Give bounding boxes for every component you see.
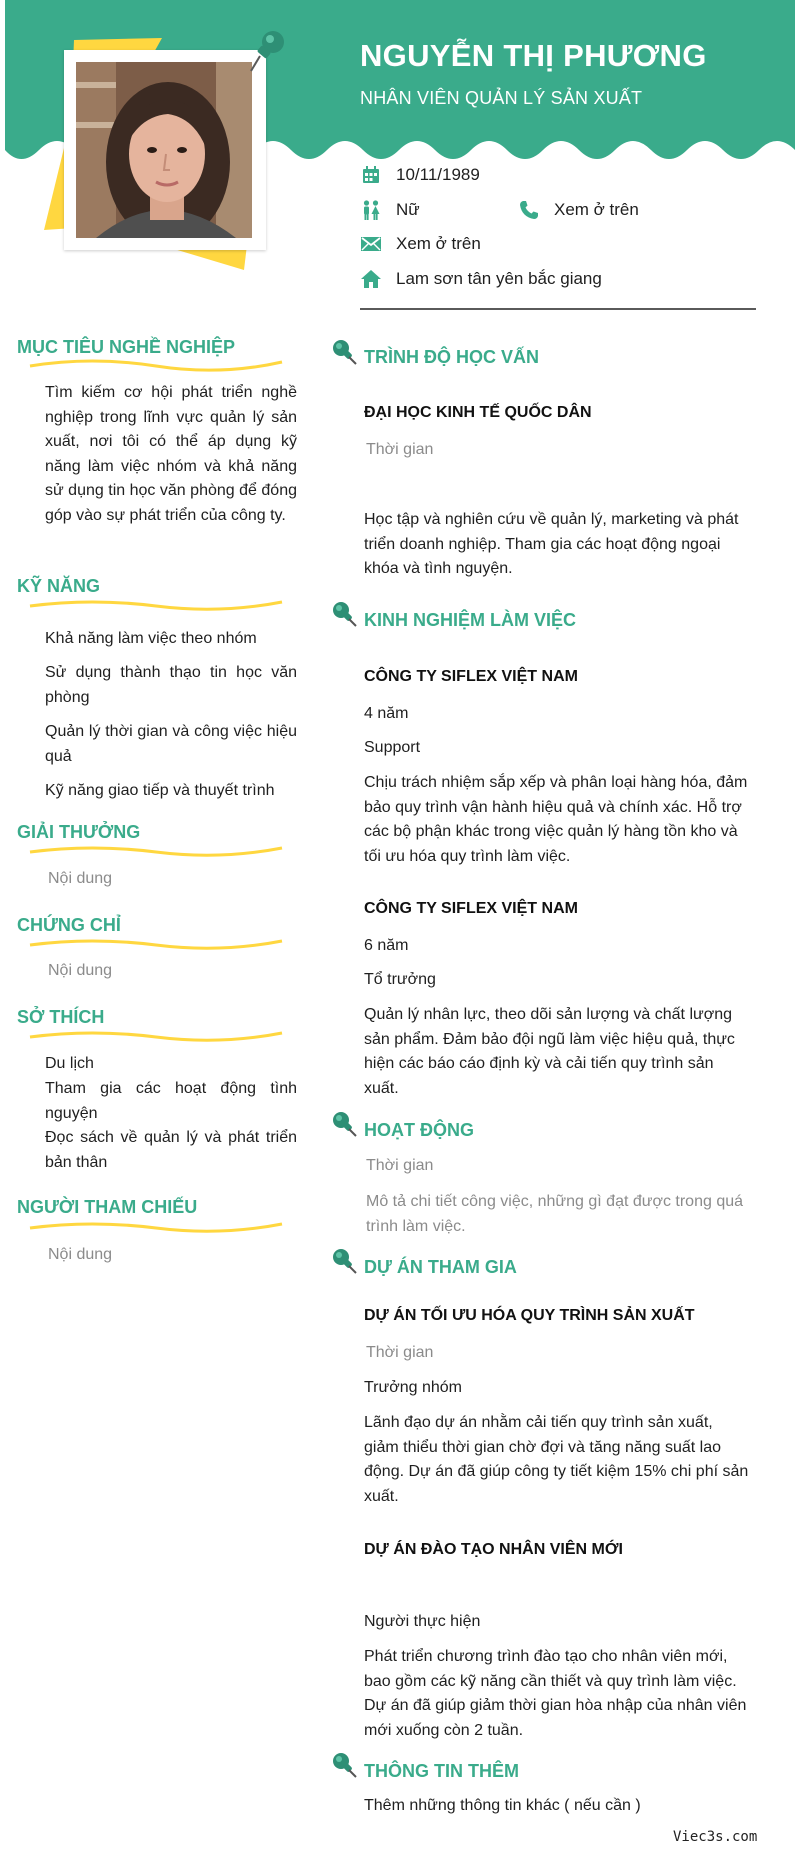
pushpin-icon	[330, 338, 358, 371]
home-icon	[360, 269, 382, 289]
references-heading: NGƯỜI THAM CHIẾU	[17, 1197, 198, 1217]
phone-value: Xem ở trên	[554, 200, 639, 219]
skill-item: Khả năng làm việc theo nhóm	[45, 630, 257, 647]
hobby-item: Đọc sách về quản lý và phát triển bản thân	[45, 1129, 297, 1171]
project-name: DỰ ÁN TỐI ƯU HÓA QUY TRÌNH SẢN XUẤT	[364, 1307, 695, 1324]
contact-birthday	[360, 165, 480, 185]
education-school: ĐẠI HỌC KINH TẾ QUỐC DÂN	[364, 404, 592, 421]
objective-heading: MỤC TIÊU NGHỀ NGHIỆP	[17, 337, 236, 357]
job-position: Tổ trưởng	[364, 971, 436, 988]
profile-photo	[76, 62, 252, 238]
extra-info-heading: THÔNG TIN THÊM	[364, 1761, 519, 1781]
skills-heading: KỸ NĂNG	[17, 576, 101, 596]
project-description: Phát triển chương trình đào tạo cho nhân viên mới, bao gồm các kỹ năng cần thiết và quy trình làm việc. Dự án đã giúp giảm thời gian hòa nhập của nhân viên mới xuống còn 2 tuần.	[364, 1648, 747, 1740]
certificates-placeholder: Nội dung	[48, 962, 113, 979]
phone-icon	[518, 200, 540, 220]
job-duration: 6 năm	[364, 937, 409, 954]
heading-wave-underline	[28, 1218, 284, 1238]
pushpin-icon	[330, 1110, 358, 1143]
calendar-icon	[360, 165, 382, 185]
pushpin-icon	[330, 1751, 358, 1784]
skill-item: Quản lý thời gian và công việc hiệu quả	[45, 723, 297, 765]
objective-text: Tìm kiếm cơ hội phát triển nghề nghiệp trong lĩnh vực quản lý sản xuất, nơi tôi có thể áp dụng kỹ năng làm việc nhóm và khả năng sử dụng tin học văn phòng để đóng góp vào sự phát triển của công ty.	[45, 384, 297, 524]
awards-placeholder: Nội dung	[48, 870, 113, 887]
hobby-item: Du lịch	[45, 1055, 94, 1072]
job-duration: 4 năm	[364, 705, 409, 722]
project-time: Thời gian	[366, 1344, 434, 1361]
contact-phone	[518, 200, 639, 220]
email-icon	[360, 234, 382, 254]
heading-wave-underline	[28, 935, 284, 955]
job-company: CÔNG TY SIFLEX VIỆT NAM	[364, 900, 578, 917]
project-name: DỰ ÁN ĐÀO TẠO NHÂN VIÊN MỚI	[364, 1541, 623, 1558]
hobby-item: Tham gia các hoạt động tình nguyện	[45, 1080, 297, 1122]
email-value: Xem ở trên	[396, 234, 481, 253]
candidate-name: NGUYỄN THỊ PHƯƠNG	[360, 38, 707, 73]
job-company: CÔNG TY SIFLEX VIỆT NAM	[364, 668, 578, 685]
education-description: Học tập và nghiên cứu về quản lý, marketing và phát triển doanh nghiệp. Tham gia các hoạt động ngoại khóa và tình nguyện.	[364, 511, 739, 578]
experience-heading: KINH NGHIỆM LÀM VIỆC	[364, 610, 577, 630]
project-role: Trưởng nhóm	[364, 1379, 462, 1396]
education-heading: TRÌNH ĐỘ HỌC VẤN	[364, 347, 539, 367]
job-description: Chịu trách nhiệm sắp xếp và phân loại hàng hóa, đảm bảo quy trình vận hành hiệu quả và chính xác. Hỗ trợ các bộ phận khác trong việc quản lý hàng tồn kho và tối ưu hóa quy trình làm việc.	[364, 774, 748, 866]
hobbies-heading: SỞ THÍCH	[17, 1007, 105, 1027]
contact-gender	[360, 200, 420, 220]
references-placeholder: Nội dung	[48, 1246, 113, 1263]
job-description: Quản lý nhân lực, theo dõi sản lượng và chất lượng sản phẩm. Đảm bảo đội ngũ làm việc hiệu quả, thực hiện các báo cáo định kỳ và cải tiến quy trình sản xuất.	[364, 1006, 735, 1098]
project-role: Người thực hiện	[364, 1613, 481, 1630]
address-value: Lam sơn tân yên bắc giang	[396, 269, 602, 288]
heading-wave-underline	[28, 354, 284, 374]
activities-heading: HOẠT ĐỘNG	[364, 1120, 474, 1140]
certificates-heading: CHỨNG CHỈ	[17, 915, 121, 935]
birthday-value: 10/11/1989	[396, 165, 480, 184]
gender-value: Nữ	[396, 200, 420, 219]
activities-description: Mô tả chi tiết công việc, những gì đạt được trong quá trình làm việc.	[366, 1193, 744, 1235]
gender-icon	[360, 200, 382, 220]
contact-address	[360, 269, 602, 289]
contact-email	[360, 234, 481, 254]
pushpin-icon	[330, 600, 358, 633]
skill-item: Sử dụng thành thạo tin học văn phòng	[45, 664, 297, 706]
heading-wave-underline	[28, 842, 284, 862]
candidate-job-title: NHÂN VIÊN QUẢN LÝ SẢN XUẤT	[360, 88, 643, 108]
activities-time: Thời gian	[366, 1157, 434, 1174]
job-position: Support	[364, 739, 421, 756]
projects-heading: DỰ ÁN THAM GIA	[364, 1257, 517, 1277]
pushpin-icon	[330, 1247, 358, 1280]
extra-info-text: Thêm những thông tin khác ( nếu cần )	[364, 1797, 641, 1814]
education-time: Thời gian	[366, 441, 434, 458]
footer-brand: Viec3s.com	[673, 1829, 758, 1845]
pushpin-icon	[248, 26, 290, 79]
skill-item: Kỹ năng giao tiếp và thuyết trình	[45, 782, 275, 799]
contact-divider	[360, 308, 756, 310]
heading-wave-underline	[28, 596, 284, 616]
project-description: Lãnh đạo dự án nhằm cải tiến quy trình sản xuất, giảm thiểu thời gian chờ đợi và tăng năng suất lao động. Dự án đã giúp công ty tiết kiệm 15% chi phí sản xuất.	[364, 1414, 749, 1506]
heading-wave-underline	[28, 1027, 284, 1047]
profile-photo-frame	[64, 50, 266, 250]
awards-heading: GIẢI THƯỞNG	[17, 822, 141, 842]
